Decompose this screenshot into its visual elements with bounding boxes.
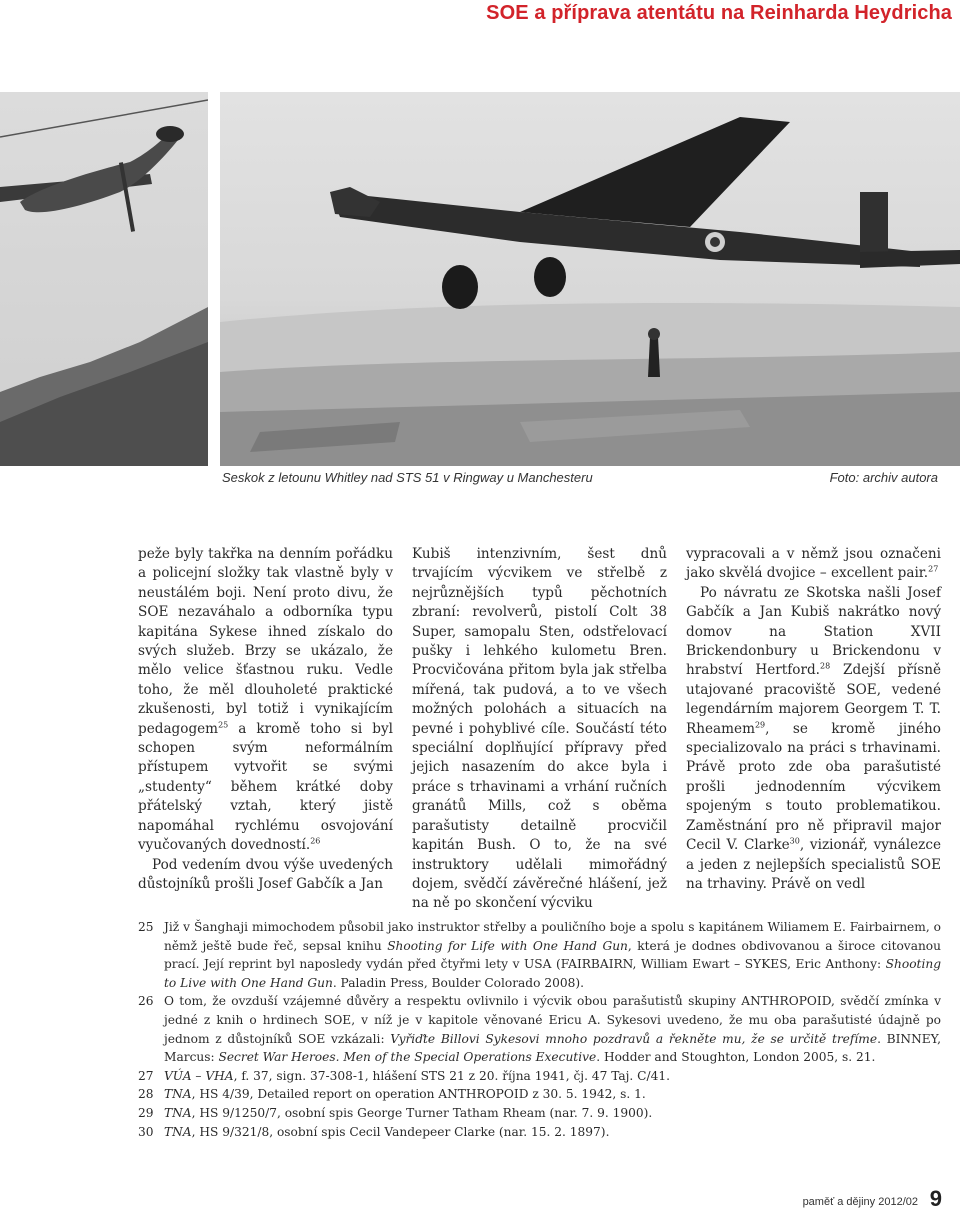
footnote-ref: 27	[928, 564, 939, 574]
text-column-2	[412, 545, 667, 914]
footnote-text: TNA, HS 9/1250/7, osobní spis George Turner Tatham Rheam (nar. 7. 9. 1900).	[164, 1105, 653, 1120]
paragraph: peže byly takřka na denním pořádku a policejní složky tak vlastně byly v neustálém boji. Není proto divu, že SOE nezaváhalo a odborníka typu kapitána Sykese ihned získalo do svých služeb. Brzy se ukázalo, že mělo velice šťastnou ruku. Vedle toho, že měl dlouholeté praktické zkušenosti, byl totiž i vynikajícím pedagogem$^{25}$ a kromě toho si byl schopen svým neformálním přístupem vytvořit se svými „studenty“ během krátké doby přátelský vztah, který jistě napomáhal rychlému osvojování vyučovaných dovedností.$^{26}$	[138, 546, 393, 854]
text-column-3	[686, 545, 941, 894]
footnote	[138, 1123, 941, 1142]
page-number: 9	[929, 1186, 942, 1211]
footnote-number: 28	[138, 1087, 154, 1102]
footnote-ref: 29	[754, 720, 766, 730]
footnotes	[138, 918, 941, 1141]
footnote-number: 29	[138, 1105, 154, 1120]
footnote	[138, 1067, 941, 1086]
footnote	[138, 918, 941, 992]
paragraph: vypracovali a v němž jsou označeni jako skvělá dvojice – excellent pair.$^{27}$	[686, 546, 941, 582]
photo-credit: Foto: archiv autora	[829, 470, 938, 485]
footnote-text: Již v Šanghaji mimochodem působil jako instruktor střelby a pouličního boje a spolu s kapitánem Wiliamem E. Fairbairnem, o němž ještě bude řeč, sepsal knihu Shooting for Life with One Hand Gun, která je dodnes obdivovanou a široce citovanou prací. Její reprint byl naposledy vydán před čtyřmi lety v USA (FAIRBAIRN, William Ewart – SYKES, Eric Anthony: Shooting to Live with One Hand Gun. Paladin Press, Boulder Colorado 2008).	[164, 920, 941, 990]
paragraph: Po návratu ze Skotska našli Josef Gabčík a Jan Kubiš nakrátko nový domov na Station XVII Brickendonbury u Brickendonu v hrabství Hertford.$^{28}$ Zdejší přísně utajované pracoviště SOE, vedené legendárním majorem Georgem T. T. Rheamem$^{29}$, se kromě jiného specializovalo na práci s trhavinami. Právě proto zde oba parašutisté prošli jednodenním výcvikem spojeným s touto problematikou. Zaměstnání pro ně připravil major Cecil V. Clarke$^{30}$, vizionář, vynálezce a jeden z nejlepších specialistů SOE na trhaviny. Právě on vedl	[686, 584, 941, 892]
text-column-1	[138, 545, 393, 894]
footnote	[138, 1104, 941, 1123]
footnote-ref: 25	[218, 720, 229, 730]
page-header-title: SOE a příprava atentátu na Reinharda Heydricha	[486, 2, 952, 24]
footnote-ref: 30	[789, 836, 800, 846]
footnote-text: TNA, HS 4/39, Detailed report on operation ANTHROPOID z 30. 5. 1942, s. 1.	[164, 1087, 646, 1102]
footnote-text: TNA, HS 9/321/8, osobní spis Cecil Vandepeer Clarke (nar. 15. 2. 1897).	[164, 1124, 610, 1139]
aircraft-photo	[220, 92, 960, 466]
footnote	[138, 1085, 941, 1104]
footnote-number: 30	[138, 1124, 154, 1139]
footnote-text: VÚA – VHA, f. 37, sign. 37-308-1, hlášení STS 21 z 20. října 1941, čj. 47 Taj. C/41.	[164, 1068, 670, 1083]
footnote-number: 27	[138, 1068, 154, 1083]
footnote-ref: 28	[820, 661, 831, 671]
footnote-ref: 26	[310, 836, 321, 846]
footnote-number: 25	[138, 920, 154, 934]
footnote	[138, 992, 941, 1066]
paragraph: Pod vedením dvou výše uvedených důstojníků prošli Josef Gabčík a Jan	[138, 856, 393, 892]
footer-journal: paměť a dějiny 2012/02	[802, 1196, 918, 1208]
training-photo	[0, 92, 208, 466]
footnote-number: 26	[138, 994, 154, 1009]
paragraph: Kubiš intenzivním, šest dnů trvajícím výcvikem ve střelbě z nejrůznějších typů pěchotních zbraní: revolverů, pistolí Colt 38 Super, samopalu Sten, odstřelovací pušky i lehkého kulometu Bren. Procvičována přitom byla jak střelba mířená, tak pudová, a to ve všech možných polohách a situacích na pevné i pohyblivé cíle. Součástí této speciální doplňující přípravy před jejich nasazením do akce byla i práce s trhavinami a vrhání ručních granátů Mills, což s oběma parašutisty detailně procvičil kapitán Bush. O to, že na své instruktory udělali mimořádný dojem, svědčí závěrečné hlášení, jež na ně po skončení výcviku	[412, 546, 667, 912]
photo-caption: Seskok z letounu Whitley nad STS 51 v Ringway u Manchesteru	[222, 470, 593, 485]
footnote-text: O tom, že ovzduší vzájemné důvěry a respektu ovlivnilo i výcvik obou parašutistů skupiny ANTHROPOID, svědčí zmínka v jedné z knih o hrdinech SOE, v níž je v kapitole věnované Ericu A. Sykesovi uvedeno, že mu oba parašutisté údajně po jednom z důstojníků SOE vzkázali: Vyřiďte Billovi Sykesovi mnoho pozdravů a řekněte mu, že se určitě trefíme. BINNEY, Marcus: Secret War Heroes. Men of the Special Operations Executive. Hodder and Stoughton, London 2005, s. 21.	[164, 994, 942, 1065]
